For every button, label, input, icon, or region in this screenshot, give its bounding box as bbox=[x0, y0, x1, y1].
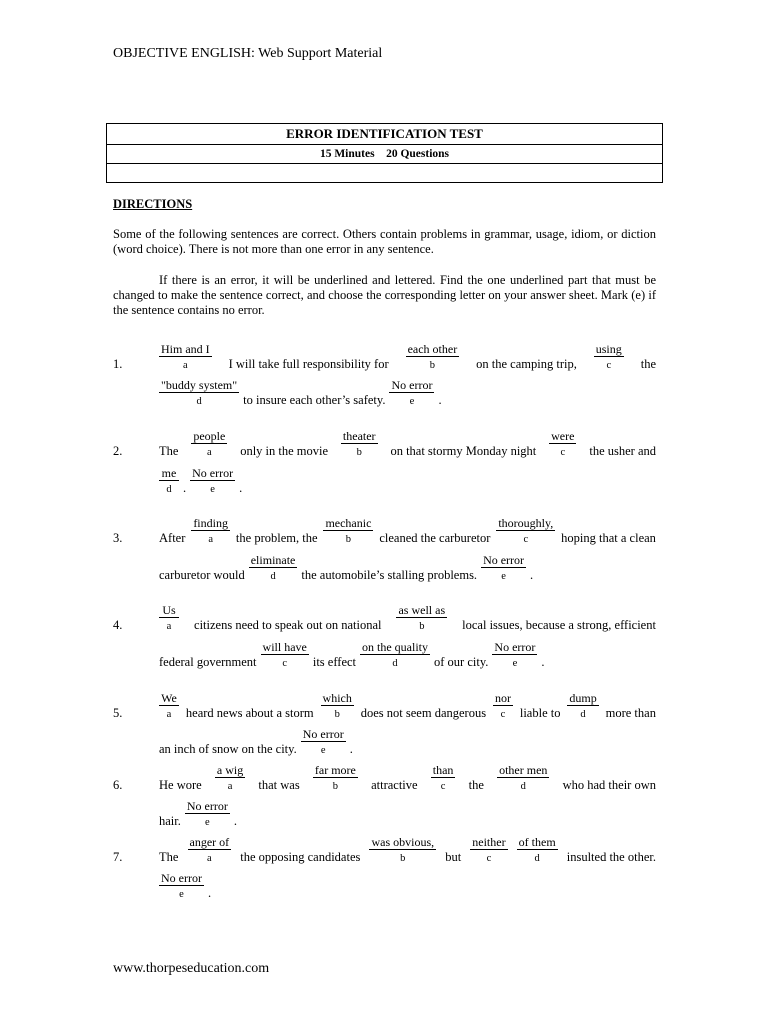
sentence-text: attractive bbox=[371, 777, 418, 792]
underlined-option-b: theater b bbox=[342, 428, 376, 458]
question-number: 6. bbox=[113, 778, 123, 792]
sentence-text: . bbox=[349, 741, 353, 756]
underlined-option-a: Us a bbox=[159, 604, 179, 633]
sentence-text: the bbox=[468, 777, 484, 792]
sentence-text: . bbox=[438, 392, 442, 407]
sentence-text: does not seem dangerous bbox=[360, 705, 487, 720]
question-number: 4. bbox=[113, 618, 123, 632]
underlined-option-d: eliminate d bbox=[250, 552, 296, 582]
question-5-line-1 bbox=[159, 690, 656, 733]
underlined-option-c: were c bbox=[551, 428, 575, 458]
question-7-line-2 bbox=[159, 870, 656, 913]
sentence-text: He wore bbox=[159, 777, 202, 792]
sentence-text: carburetor would bbox=[159, 567, 245, 582]
underlined-option-b: each other b bbox=[407, 341, 458, 371]
sentence-text: the usher and bbox=[589, 443, 656, 458]
underlined-option-c: will have c bbox=[262, 639, 307, 669]
underlined-option-e: No error e bbox=[494, 639, 536, 669]
sentence-text: . bbox=[233, 813, 237, 828]
sentence-text: to insure each other’s safety. bbox=[243, 392, 386, 407]
underlined-option-b: which b bbox=[322, 690, 352, 720]
question-7-line-1 bbox=[159, 834, 656, 877]
underlined-option-e: No error e bbox=[391, 377, 433, 407]
sentence-text: citizens need to speak out on national bbox=[194, 617, 382, 632]
sentence-text: . bbox=[183, 480, 187, 495]
underlined-option-a: Him and I a bbox=[161, 341, 210, 371]
title-box bbox=[106, 123, 663, 183]
question-6-line-1 bbox=[159, 762, 656, 805]
question-3-line-2 bbox=[159, 552, 656, 595]
sentence-text: . bbox=[207, 885, 212, 900]
question-number: 3. bbox=[113, 531, 123, 545]
underlined-option-a: a wig a bbox=[216, 762, 244, 792]
sentence-text: of our city. bbox=[434, 654, 489, 669]
underlined-option-c: than c bbox=[432, 762, 454, 792]
underlined-option-d: me d bbox=[159, 467, 179, 496]
underlined-option-b: as well as b bbox=[398, 602, 446, 632]
sentence-text: The bbox=[159, 443, 179, 458]
sentence-text: that was bbox=[258, 777, 300, 792]
sentence-text: on the camping trip, bbox=[476, 356, 577, 371]
sentence-text: After bbox=[159, 530, 186, 545]
underlined-option-c: using c bbox=[595, 341, 622, 371]
underlined-option-d: other men d bbox=[499, 762, 548, 792]
sentence-text: hair. bbox=[159, 813, 181, 828]
underlined-option-b: was obvious, b bbox=[371, 834, 435, 864]
underlined-option-d: "buddy system" d bbox=[161, 377, 238, 407]
question-3-line-1 bbox=[159, 515, 656, 558]
underlined-option-c: neither c bbox=[472, 834, 506, 864]
sentence-text: heard news about a storm bbox=[185, 705, 314, 720]
sentence-text: The bbox=[159, 849, 179, 864]
underlined-option-d: of them d bbox=[518, 834, 556, 864]
underlined-option-b: far more b bbox=[314, 762, 356, 792]
sentence-text: the problem, the bbox=[235, 530, 318, 545]
sentence-text: only in the movie bbox=[240, 443, 329, 458]
sentence-text: more than bbox=[605, 705, 656, 720]
directions-paragraph-1: Some of the following sentences are correct. Others contain problems in grammar, usage, idiom, or diction (word choice). There is not more than one error in any sentence. bbox=[113, 227, 656, 256]
sentence-text: I will take full responsibility for bbox=[228, 356, 389, 371]
title-box-empty-row bbox=[107, 164, 662, 182]
underlined-option-e: No error e bbox=[192, 465, 234, 495]
sentence-text: federal government bbox=[159, 654, 257, 669]
question-1-line-2 bbox=[159, 377, 656, 420]
sentence-text: its effect bbox=[312, 654, 357, 669]
question-2-line-2 bbox=[159, 465, 656, 508]
underlined-option-a: anger of a bbox=[189, 834, 230, 864]
sentence-text: but bbox=[445, 849, 462, 864]
directions-heading: DIRECTIONS bbox=[113, 197, 193, 211]
underlined-option-e: No error e bbox=[161, 870, 202, 900]
sentence-text: the bbox=[640, 356, 656, 371]
question-number: 5. bbox=[113, 706, 123, 720]
sentence-text: hoping that a clean bbox=[561, 530, 656, 545]
question-number: 2. bbox=[113, 444, 123, 458]
sentence-text: . bbox=[239, 480, 243, 495]
page-header: OBJECTIVE ENGLISH: Web Support Material bbox=[113, 46, 383, 61]
underlined-option-d: on the quality d bbox=[362, 639, 429, 669]
test-title: ERROR IDENTIFICATION TEST bbox=[107, 124, 662, 145]
sentence-text: cleaned the carburetor bbox=[379, 530, 491, 545]
question-4-line-2 bbox=[159, 639, 656, 682]
sentence-text: insulted the other. bbox=[566, 849, 656, 864]
sentence-text: an inch of snow on the city. bbox=[159, 741, 297, 756]
underlined-option-a: finding a bbox=[193, 515, 228, 545]
underlined-option-e: No error e bbox=[186, 798, 228, 828]
underlined-option-c: nor c bbox=[494, 690, 511, 720]
underlined-option-a: We a bbox=[159, 692, 179, 721]
sentence-text: . bbox=[530, 567, 534, 582]
sentence-text: liable to bbox=[519, 705, 561, 720]
test-subtitle: 15 Minutes 20 Questions bbox=[107, 145, 662, 164]
question-number: 1. bbox=[113, 357, 123, 371]
underlined-option-a: people a bbox=[193, 428, 226, 458]
sentence-text: the automobile’s stalling problems. bbox=[301, 567, 478, 582]
footer-url: www.thorpeseducation.com bbox=[113, 961, 270, 976]
directions-paragraph-2: If there is an error, it will be underlined and lettered. Find the one underlined part that must be changed to make the sentence correct, and choose the corresponding letter on your answer sheet. Mark (e) if the sentence contains no error. bbox=[113, 273, 656, 317]
underlined-option-e: No error e bbox=[302, 726, 344, 756]
underlined-option-b: mechanic b bbox=[325, 515, 372, 545]
sentence-text: who had their own bbox=[562, 777, 656, 792]
underlined-option-e: No error e bbox=[483, 552, 525, 582]
sentence-text: local issues, because a strong, efficient bbox=[462, 617, 656, 632]
underlined-option-c: thoroughly, c bbox=[498, 515, 554, 545]
question-number: 7. bbox=[113, 850, 123, 864]
sentence-text: . bbox=[541, 654, 545, 669]
sentence-text: the opposing candidates bbox=[240, 849, 361, 864]
sentence-text: on that stormy Monday night bbox=[390, 443, 537, 458]
underlined-option-d: dump d bbox=[569, 690, 597, 720]
question-2-line-1 bbox=[159, 428, 656, 471]
